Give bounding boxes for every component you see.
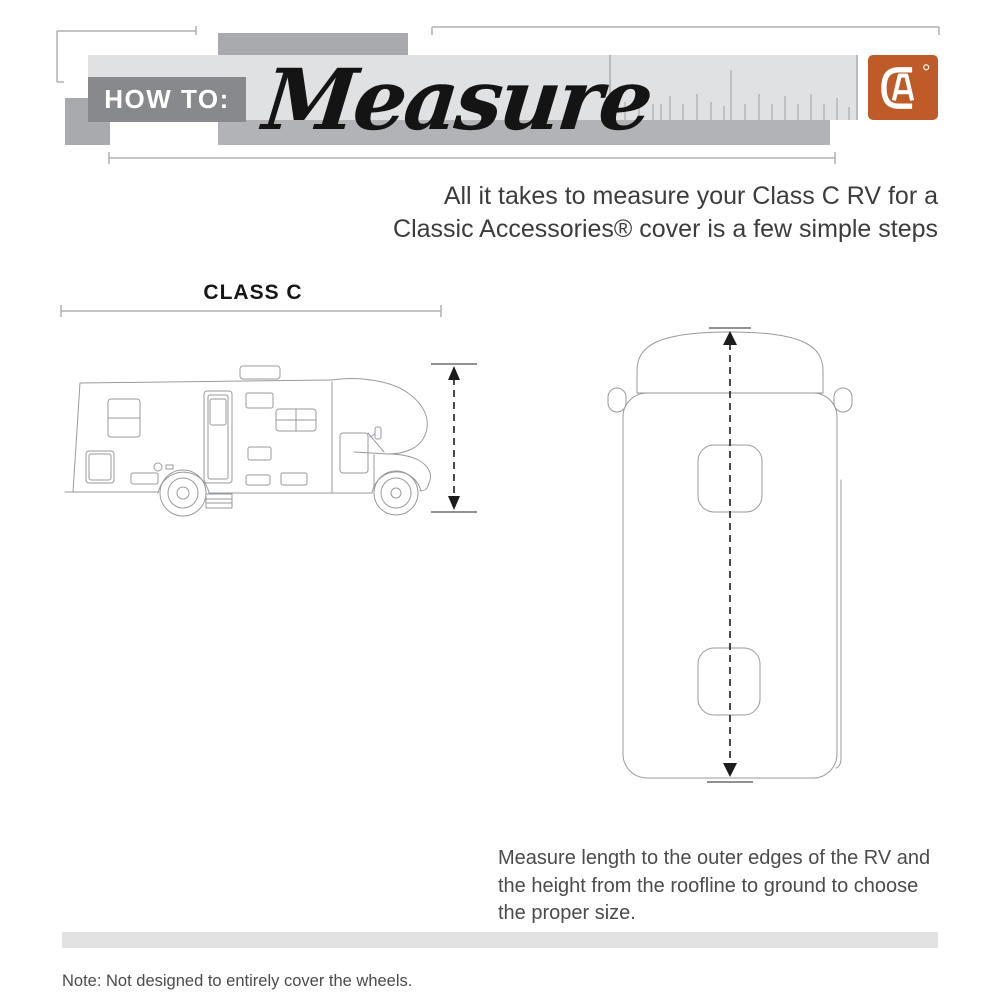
caption-line-2: the height from the roofline to ground to choose [498,874,919,897]
deco-measure-line-bottom [106,150,838,166]
intro-line-2: Classic Accessories® cover is a few simple steps [393,215,938,243]
intro-line-1: All it takes to measure your Class C RV for a [443,182,938,210]
caption-line-1: Measure length to the outer edges of the RV and [498,847,931,869]
caption-line-3: the proper size. [498,902,636,924]
kicker-label: HOW TO: [104,84,230,114]
measure-caption [498,845,938,928]
length-measure-line [58,303,444,319]
footer-divider [62,932,938,948]
class-c-label: CLASS C [203,281,303,304]
rv-top-view-drawing [603,323,860,790]
rv-side-view-drawing [58,355,436,520]
kicker-box [88,77,246,122]
ca-logo-icon [868,55,938,120]
ca-monogram-icon [874,60,932,116]
intro-text [350,180,938,246]
page-title: Measure [258,50,656,149]
footer-note: Note: Not designed to entirely cover the wheels. [62,972,413,990]
height-measure-arrow [428,358,480,518]
deco-measure-line-top [430,24,942,38]
